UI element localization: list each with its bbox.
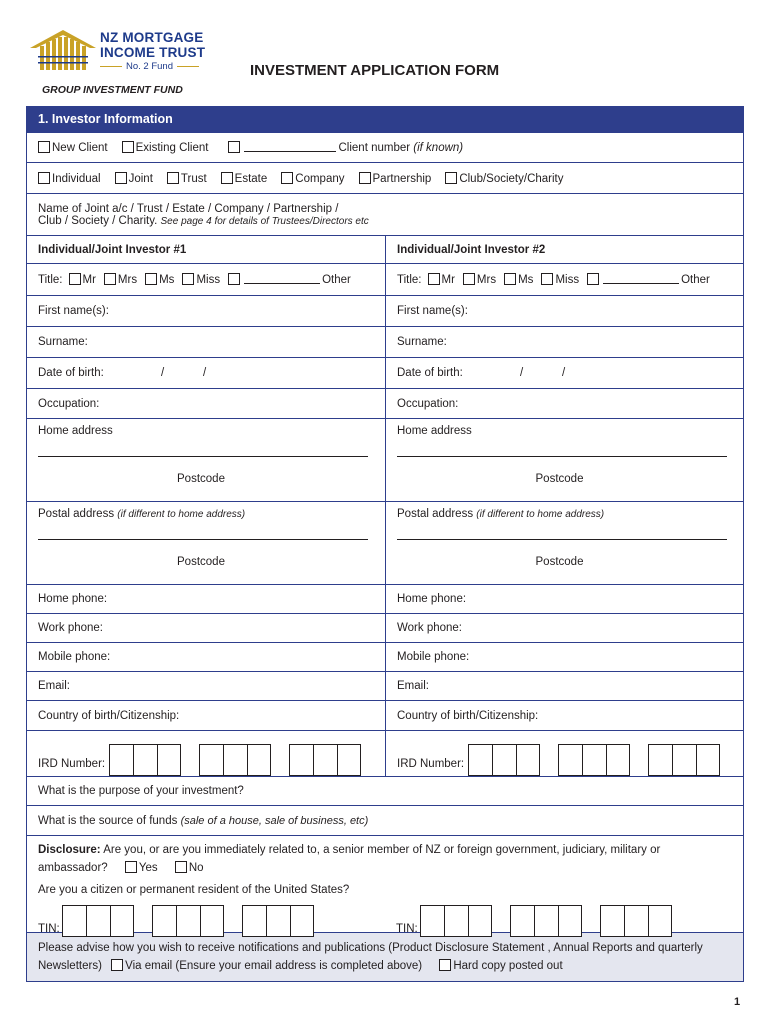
entity-joint-option[interactable]: Joint bbox=[115, 172, 153, 185]
entity-estate-option[interactable]: Estate bbox=[221, 172, 268, 185]
entity-trust-option[interactable]: Trust bbox=[167, 172, 207, 185]
investor-information-form bbox=[26, 106, 744, 982]
title-miss-option[interactable]: Miss bbox=[182, 273, 220, 286]
tin-digit-box[interactable] bbox=[242, 905, 266, 937]
tin-digit-box[interactable] bbox=[624, 905, 648, 937]
ird-digit-box[interactable] bbox=[672, 744, 696, 776]
section-heading: 1. Investor Information bbox=[27, 107, 743, 132]
checkbox-icon[interactable] bbox=[228, 141, 240, 153]
ird-digit-box[interactable] bbox=[247, 744, 271, 776]
house-logo-icon bbox=[28, 28, 98, 72]
checkbox-icon[interactable] bbox=[125, 861, 137, 873]
disclosure-block bbox=[27, 835, 743, 935]
tin-digit-box[interactable] bbox=[420, 905, 444, 937]
ird-digit-box[interactable] bbox=[313, 744, 337, 776]
tin-digit-box[interactable] bbox=[110, 905, 134, 937]
checkbox-icon[interactable] bbox=[428, 273, 440, 285]
title-other-option[interactable]: Other bbox=[228, 273, 351, 286]
checkbox-icon[interactable] bbox=[111, 959, 123, 971]
investor-1-ird-field bbox=[27, 731, 385, 776]
investor-1-home-address-field[interactable]: Home address Postcode bbox=[27, 419, 385, 501]
investor-1-work-phone-field[interactable]: Work phone: bbox=[38, 622, 103, 634]
investor-1-tin: TIN: bbox=[27, 905, 385, 937]
entity-partnership-option[interactable]: Partnership bbox=[359, 172, 432, 185]
title-label: Title: bbox=[38, 273, 63, 286]
us-resident-question: Are you a citizen or permanent resident of the United States? bbox=[38, 884, 350, 896]
ird-digit-box[interactable] bbox=[157, 744, 181, 776]
title-other-option[interactable]: Other bbox=[587, 273, 710, 286]
work-phone-row bbox=[27, 613, 743, 642]
checkbox-icon[interactable] bbox=[445, 172, 457, 184]
investor-1-email-field[interactable]: Email: bbox=[38, 680, 70, 692]
client-type-row bbox=[27, 132, 743, 162]
disclosure-yes-option[interactable]: Yes bbox=[125, 862, 158, 874]
checkbox-icon[interactable] bbox=[38, 172, 50, 184]
ird-row bbox=[27, 730, 743, 776]
checkbox-icon[interactable] bbox=[175, 861, 187, 873]
hard-copy-option[interactable]: Hard copy posted out bbox=[439, 960, 562, 972]
tin-digit-box[interactable] bbox=[86, 905, 110, 937]
investor-1-surname-field[interactable]: Surname: bbox=[38, 336, 88, 348]
investor-1-occupation-field[interactable]: Occupation: bbox=[38, 397, 100, 410]
notification-question: Please advise how you wish to receive notifications and publications (Product Disclosure Statement , Annual Reports and quarterly bbox=[38, 942, 703, 954]
entity-individual-option[interactable]: Individual bbox=[38, 172, 101, 185]
tin-row bbox=[27, 905, 743, 937]
checkbox-icon[interactable] bbox=[104, 273, 116, 285]
checkbox-icon[interactable] bbox=[167, 172, 179, 184]
ird-digit-box[interactable] bbox=[223, 744, 247, 776]
mobile-phone-row bbox=[27, 642, 743, 671]
disclosure-question-2: ambassador? Yes No bbox=[38, 862, 204, 874]
ird-digit-box[interactable] bbox=[516, 744, 540, 776]
tin-digit-box[interactable] bbox=[152, 905, 176, 937]
entity-type-row bbox=[27, 162, 743, 193]
checkbox-icon[interactable] bbox=[228, 273, 240, 285]
investor-2-ird-field bbox=[385, 731, 743, 776]
disclosure-no-option[interactable]: No bbox=[175, 862, 204, 874]
title-mr-option[interactable]: Mr bbox=[428, 273, 455, 286]
tin-digit-box[interactable] bbox=[266, 905, 290, 937]
checkbox-icon[interactable] bbox=[359, 172, 371, 184]
investor-2-tin: TIN: bbox=[385, 905, 743, 937]
checkbox-icon[interactable] bbox=[439, 959, 451, 971]
investor-2-home-address-field[interactable]: Home address Postcode bbox=[385, 419, 743, 501]
investor-2-occupation-field[interactable]: Occupation: bbox=[385, 389, 743, 418]
investor-1-mobile-phone-field[interactable]: Mobile phone: bbox=[38, 651, 111, 663]
entity-company-option[interactable]: Company bbox=[281, 172, 344, 185]
ird-digit-box[interactable] bbox=[696, 744, 720, 776]
title-ms-option[interactable]: Ms bbox=[145, 273, 174, 286]
page-number: 1 bbox=[734, 996, 741, 1008]
entity-club-option[interactable]: Club/Society/Charity bbox=[445, 172, 563, 185]
tin-digit-box[interactable] bbox=[600, 905, 624, 937]
checkbox-icon[interactable] bbox=[69, 273, 81, 285]
investor-1-heading: Individual/Joint Investor #1 bbox=[38, 243, 187, 256]
title-ms-option[interactable]: Ms bbox=[504, 273, 533, 286]
investor-1-home-phone-field[interactable]: Home phone: bbox=[38, 593, 108, 605]
first-name-row bbox=[27, 295, 743, 326]
tin-digit-box[interactable] bbox=[558, 905, 582, 937]
ird-digit-box[interactable] bbox=[337, 744, 361, 776]
investment-purpose-field[interactable]: What is the purpose of your investment? bbox=[27, 776, 743, 805]
investor-2-work-phone-field[interactable]: Work phone: bbox=[385, 614, 743, 642]
investor-2-home-phone-field[interactable]: Home phone: bbox=[385, 585, 743, 613]
tin-digit-box[interactable] bbox=[62, 905, 86, 937]
tin-digit-box[interactable] bbox=[200, 905, 224, 937]
disclosure-question: Disclosure: Are you, or are you immediately related to, a senior member of NZ or foreign government, judiciary, military or bbox=[38, 844, 661, 856]
new-client-option[interactable]: New Client bbox=[38, 141, 108, 154]
tin-digit-box[interactable] bbox=[290, 905, 314, 937]
country-row bbox=[27, 700, 743, 730]
notification-options: Newsletters) Via email (Ensure your email address is completed above) Hard copy posted out bbox=[38, 960, 563, 972]
ird-digit-box[interactable] bbox=[133, 744, 157, 776]
tin-digit-box[interactable] bbox=[468, 905, 492, 937]
ird-digit-box[interactable] bbox=[492, 744, 516, 776]
investor-2-country-field[interactable]: Country of birth/Citizenship: bbox=[385, 701, 743, 730]
ird-digit-box[interactable] bbox=[468, 744, 492, 776]
company-logo bbox=[28, 28, 218, 74]
title-mrs-option[interactable]: Mrs bbox=[104, 273, 137, 286]
ird-digit-box[interactable] bbox=[558, 744, 582, 776]
checkbox-icon[interactable] bbox=[463, 273, 475, 285]
investor-2-surname-field[interactable]: Surname: bbox=[385, 327, 743, 357]
logo-line-1: NZ MORTGAGE bbox=[100, 30, 204, 45]
investor-2-first-name-field[interactable]: First name(s): bbox=[385, 296, 743, 326]
checkbox-icon[interactable] bbox=[541, 273, 553, 285]
investor-2-postal-address-field[interactable]: Postal address (if different to home address) Postcode bbox=[385, 502, 743, 584]
checkbox-icon[interactable] bbox=[221, 172, 233, 184]
tin-digit-box[interactable] bbox=[648, 905, 672, 937]
investor-2-dob-field[interactable]: Date of birth: / / bbox=[385, 358, 743, 388]
client-number-field[interactable]: Client number (if known) bbox=[228, 141, 463, 154]
investor-headings-row bbox=[27, 235, 743, 263]
notification-preference-block bbox=[27, 932, 743, 981]
tin-digit-box[interactable] bbox=[444, 905, 468, 937]
checkbox-icon[interactable] bbox=[38, 141, 50, 153]
ird-label: IRD Number: bbox=[397, 758, 465, 770]
investor-2-mobile-phone-field[interactable]: Mobile phone: bbox=[385, 643, 743, 671]
checkbox-icon[interactable] bbox=[504, 273, 516, 285]
investor-2-heading: Individual/Joint Investor #2 bbox=[385, 236, 743, 263]
title-mrs-option[interactable]: Mrs bbox=[463, 273, 496, 286]
title-miss-option[interactable]: Miss bbox=[541, 273, 579, 286]
investor-1-first-name-field[interactable]: First name(s): bbox=[38, 305, 109, 317]
home-address-row bbox=[27, 418, 743, 501]
postal-address-row bbox=[27, 501, 743, 584]
investor-1-country-field[interactable]: Country of birth/Citizenship: bbox=[38, 709, 180, 722]
ird-label: IRD Number: bbox=[38, 758, 106, 770]
checkbox-icon[interactable] bbox=[145, 273, 157, 285]
email-row bbox=[27, 671, 743, 700]
surname-row bbox=[27, 326, 743, 357]
tin-digit-box[interactable] bbox=[176, 905, 200, 937]
existing-client-option[interactable]: Existing Client bbox=[122, 141, 209, 154]
checkbox-icon[interactable] bbox=[122, 141, 134, 153]
checkbox-icon[interactable] bbox=[182, 273, 194, 285]
dob-row bbox=[27, 357, 743, 388]
source-of-funds-field[interactable]: What is the source of funds (sale of a house, sale of business, etc) bbox=[27, 805, 743, 835]
home-phone-row bbox=[27, 584, 743, 613]
checkbox-icon[interactable] bbox=[115, 172, 127, 184]
entity-name-label-2: Club / Society / Charity. See page 4 for details of Trustees/Directors etc bbox=[38, 214, 369, 227]
investor-2-email-field[interactable]: Email: bbox=[385, 672, 743, 700]
tin-digit-box[interactable] bbox=[534, 905, 558, 937]
title-mr-option[interactable]: Mr bbox=[69, 273, 96, 286]
investor-2-title bbox=[385, 264, 743, 295]
occupation-row bbox=[27, 388, 743, 418]
tin-digit-box[interactable] bbox=[510, 905, 534, 937]
ird-digit-box[interactable] bbox=[199, 744, 223, 776]
investor-1-postal-address-field[interactable]: Postal address (if different to home address) Postcode bbox=[27, 502, 385, 584]
ird-digit-box[interactable] bbox=[648, 744, 672, 776]
ird-digit-box[interactable] bbox=[289, 744, 313, 776]
entity-name-field[interactable] bbox=[27, 193, 743, 235]
checkbox-icon[interactable] bbox=[281, 172, 293, 184]
investor-1-title bbox=[27, 264, 385, 295]
form-subtitle: GROUP INVESTMENT FUND bbox=[42, 84, 183, 96]
ird-digit-box[interactable] bbox=[109, 744, 133, 776]
ird-digit-box[interactable] bbox=[606, 744, 630, 776]
investor-1-dob-field[interactable]: Date of birth: / / bbox=[38, 367, 207, 379]
logo-line-3: No. 2 Fund bbox=[100, 61, 199, 72]
logo-line-2: INCOME TRUST bbox=[100, 45, 206, 60]
title-row bbox=[27, 263, 743, 295]
title-label: Title: bbox=[397, 273, 422, 286]
via-email-option[interactable]: Via email (Ensure your email address is completed above) bbox=[111, 960, 422, 972]
checkbox-icon[interactable] bbox=[587, 273, 599, 285]
ird-digit-box[interactable] bbox=[582, 744, 606, 776]
page-title: INVESTMENT APPLICATION FORM bbox=[250, 62, 500, 79]
entity-name-label: Name of Joint a/c / Trust / Estate / Company / Partnership / bbox=[38, 202, 339, 215]
